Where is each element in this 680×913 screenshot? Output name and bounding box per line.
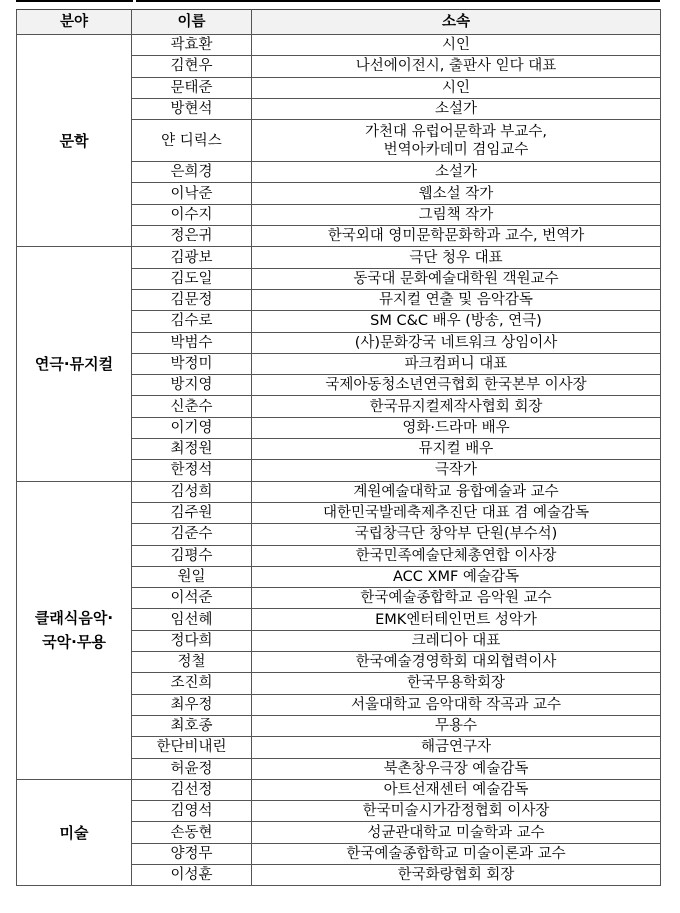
affiliation-line: 소설가 xyxy=(434,101,478,118)
affiliation-line: 한국외대 영미문학문화학과 교수, 번역가 xyxy=(327,228,585,245)
name-cell: 최우정 xyxy=(132,694,252,715)
affiliation-cell xyxy=(252,566,661,587)
name-cell: 박정미 xyxy=(132,353,252,374)
affiliation-cell xyxy=(252,801,661,822)
affiliation-line: 소설가 xyxy=(434,164,478,181)
affiliation-cell xyxy=(252,183,661,204)
affiliation-cell xyxy=(252,481,661,502)
committee-table xyxy=(16,9,661,886)
affiliation-line: 한국뮤지컬제작사협회 회장 xyxy=(369,398,543,415)
affiliation-cell xyxy=(252,864,661,885)
affiliation-cell xyxy=(252,737,661,758)
name-cell: 김수로 xyxy=(132,311,252,332)
affiliation-line: 동국대 문화예술대학원 객원교수 xyxy=(353,270,559,287)
affiliation-cell xyxy=(252,311,661,332)
affiliation-line: 뮤지컬 연출 및 음악감독 xyxy=(379,292,533,309)
affiliation-line: 서울대학교 음악대학 작곡과 교수 xyxy=(351,696,561,713)
name-cell: 최정원 xyxy=(132,439,252,460)
field-label: 문학 xyxy=(59,131,89,150)
name-cell: 김준수 xyxy=(132,524,252,545)
affiliation-cell xyxy=(252,673,661,694)
affiliation-line: 무용수 xyxy=(434,718,478,735)
affiliation-cell xyxy=(252,396,661,417)
affiliation-line: 한국민족예술단체총연합 이사장 xyxy=(355,547,557,564)
field-cell xyxy=(17,247,132,481)
affiliation-cell xyxy=(252,652,661,673)
affiliation-line: 웹소설 작가 xyxy=(418,185,494,202)
name-cell: 양정무 xyxy=(132,843,252,864)
affiliation-line: 번역아카데미 겸임교수 xyxy=(383,141,529,158)
affiliation-cell xyxy=(252,56,661,77)
table-row xyxy=(17,779,661,800)
affiliation-line: 극작가 xyxy=(434,462,478,479)
header-name: 이름 xyxy=(132,10,252,35)
affiliation-cell xyxy=(252,268,661,289)
field-cell xyxy=(17,481,132,779)
affiliation-cell xyxy=(252,98,661,119)
name-cell: 방현석 xyxy=(132,98,252,119)
affiliation-line: 성균관대학교 미술학과 교수 xyxy=(367,824,545,841)
name-cell: 문태준 xyxy=(132,77,252,98)
affiliation-line: 한국미술시가감정협회 이사장 xyxy=(362,803,550,820)
header-row xyxy=(17,10,661,35)
affiliation-line: 한국무용학회장 xyxy=(406,675,506,692)
affiliation-cell xyxy=(252,545,661,566)
name-cell: 정은귀 xyxy=(132,226,252,247)
affiliation-line: 한국예술종합학교 음악원 교수 xyxy=(360,590,552,607)
name-cell: 은희경 xyxy=(132,162,252,183)
name-cell: 조진희 xyxy=(132,673,252,694)
field-label: 클래식음악· xyxy=(34,609,114,628)
name-cell: 이낙준 xyxy=(132,183,252,204)
name-cell: 김선정 xyxy=(132,779,252,800)
name-cell: 박범수 xyxy=(132,332,252,353)
affiliation-cell xyxy=(252,758,661,779)
header-affiliation: 소속 xyxy=(252,10,661,35)
affiliation-line: 국립창극단 창악부 단원(부수석) xyxy=(354,526,558,543)
name-cell: 손동현 xyxy=(132,822,252,843)
affiliation-cell xyxy=(252,77,661,98)
affiliation-line: 뮤지컬 배우 xyxy=(418,441,494,458)
affiliation-line: ACC XMF 예술감독 xyxy=(393,568,519,585)
name-cell: 얀 디릭스 xyxy=(132,120,252,162)
name-cell: 이석준 xyxy=(132,588,252,609)
name-cell: 한정석 xyxy=(132,460,252,481)
affiliation-line: SM C&C 배우 (방송, 연극) xyxy=(370,313,542,330)
name-cell: 정다희 xyxy=(132,630,252,651)
name-cell: 한단비내린 xyxy=(132,737,252,758)
table-body xyxy=(17,35,661,886)
affiliation-line: 그림책 작가 xyxy=(418,206,494,223)
affiliation-cell xyxy=(252,609,661,630)
affiliation-line: 한국화랑협회 회장 xyxy=(397,867,515,884)
field-cell xyxy=(17,779,132,885)
affiliation-line: 아트선재센터 예술감독 xyxy=(383,781,529,798)
affiliation-cell xyxy=(252,822,661,843)
affiliation-cell xyxy=(252,694,661,715)
name-cell: 원일 xyxy=(132,566,252,587)
affiliation-line: EMK엔터테인먼트 성악가 xyxy=(375,611,537,628)
table-row xyxy=(17,481,661,502)
affiliation-line: 영화·드라마 배우 xyxy=(402,419,510,436)
affiliation-line: 해금연구자 xyxy=(420,739,492,756)
affiliation-cell xyxy=(252,120,661,162)
affiliation-cell xyxy=(252,204,661,225)
affiliation-line: 계원예술대학교 융합예술과 교수 xyxy=(353,483,559,500)
affiliation-cell xyxy=(252,630,661,651)
name-cell: 이기영 xyxy=(132,417,252,438)
field-label: 연극·뮤지컬 xyxy=(34,355,114,373)
affiliation-cell xyxy=(252,588,661,609)
affiliation-cell xyxy=(252,162,661,183)
name-cell: 김광보 xyxy=(132,247,252,268)
name-cell: 김평수 xyxy=(132,545,252,566)
name-cell: 김성희 xyxy=(132,481,252,502)
affiliation-cell xyxy=(252,715,661,736)
name-cell: 임선혜 xyxy=(132,609,252,630)
affiliation-cell xyxy=(252,524,661,545)
name-cell: 김영석 xyxy=(132,801,252,822)
name-cell: 김문정 xyxy=(132,289,252,310)
affiliation-line: 북촌창우극장 예술감독 xyxy=(383,760,529,777)
affiliation-cell xyxy=(252,417,661,438)
name-cell: 이수지 xyxy=(132,204,252,225)
affiliation-line: 시인 xyxy=(441,79,470,96)
table-row xyxy=(17,35,661,56)
name-cell: 최호종 xyxy=(132,715,252,736)
name-cell: 정철 xyxy=(132,652,252,673)
affiliation-line: 나선에이전시, 출판사 읻다 대표 xyxy=(355,58,557,75)
affiliation-cell xyxy=(252,332,661,353)
affiliation-cell xyxy=(252,460,661,481)
affiliation-cell xyxy=(252,843,661,864)
affiliation-line: 한국예술경영학회 대외협력이사 xyxy=(355,654,557,671)
affiliation-line: (사)문화강국 네트워크 상임이사 xyxy=(354,334,558,351)
affiliation-line: 시인 xyxy=(441,37,470,54)
field-label: 국악·무용 xyxy=(42,633,106,652)
affiliation-cell xyxy=(252,226,661,247)
table-row xyxy=(17,247,661,268)
name-cell: 김현우 xyxy=(132,56,252,77)
name-cell: 이성훈 xyxy=(132,864,252,885)
affiliation-cell xyxy=(252,439,661,460)
affiliation-cell xyxy=(252,35,661,56)
affiliation-cell xyxy=(252,779,661,800)
header-field: 분야 xyxy=(17,10,132,35)
name-cell: 신춘수 xyxy=(132,396,252,417)
name-cell: 방지영 xyxy=(132,375,252,396)
affiliation-cell xyxy=(252,375,661,396)
name-cell: 김주원 xyxy=(132,502,252,523)
name-cell: 곽효환 xyxy=(132,35,252,56)
affiliation-line: 가천대 유럽어문학과 부교수, xyxy=(365,123,547,140)
affiliation-line: 파크컴퍼니 대표 xyxy=(404,356,508,372)
affiliation-cell xyxy=(252,353,661,374)
affiliation-line: 한국예술종합학교 미술이론과 교수 xyxy=(346,845,566,862)
field-label: 미술 xyxy=(59,823,89,842)
affiliation-line: 국제아동청소년연극협회 한국본부 이사장 xyxy=(325,377,587,394)
affiliation-line: 대한민국발레축제추진단 대표 겸 예술감독 xyxy=(323,505,589,522)
affiliation-cell xyxy=(252,289,661,310)
affiliation-cell xyxy=(252,247,661,268)
affiliation-cell xyxy=(252,502,661,523)
name-cell: 김도일 xyxy=(132,268,252,289)
top-rule-left xyxy=(16,0,133,2)
field-cell xyxy=(17,35,132,247)
affiliation-line: 크레디아 대표 xyxy=(411,632,501,649)
top-rule-right xyxy=(136,0,660,2)
affiliation-line: 극단 청우 대표 xyxy=(409,249,503,266)
name-cell: 허윤정 xyxy=(132,758,252,779)
